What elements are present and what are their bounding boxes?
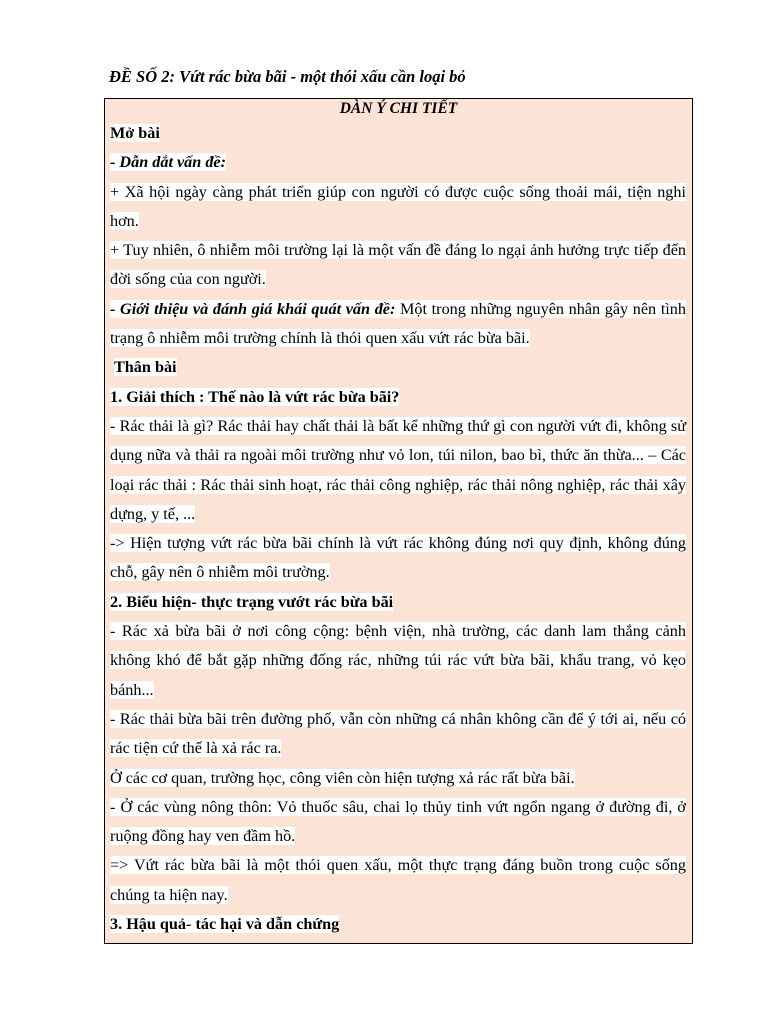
- intro-paragraph-3: [110, 295, 686, 354]
- section-1-paragraph-1: - Rác thải là gì? Rác thải hay chất thải là bất kể những thứ gì con người vứt đi, không sử dụng nữa và thải ra ngoài môi trường như vỏ lon, túi nilon, bao bì, thức ăn thừa... – Các loại rác thải : Rác thải sinh hoạt, rác thải công nghiệp, rác thải nông nghiệp, rác thải xây dựng, y tế, ...: [110, 416, 686, 523]
- section-3-heading: 3. Hậu quả- tác hại và dẫn chứng: [110, 915, 340, 934]
- section-2-paragraph-3: Ở các cơ quan, trường học, công viên còn hiện tượng xả rác rất bừa bãi.: [110, 768, 575, 787]
- section-2-paragraph-4: - Ở các vùng nông thôn: Vỏ thuốc sâu, chai lọ thủy tinh vứt ngổn ngang ở đường đi, ở ruộng đồng hay ven đầm hồ.: [110, 797, 686, 846]
- intro-label: - Giới thiệu và đánh giá khái quát vấn đề:: [110, 299, 396, 318]
- intro-paragraph-2: + Tuy nhiên, ô nhiễm môi trường lại là một vấn đề đáng lo ngại ảnh hưởng trực tiếp đến đời sống của con người.: [110, 241, 686, 289]
- section-2-heading: 2. Biểu hiện- thực trạng vướt rác bừa bãi: [110, 592, 394, 611]
- body-heading: Thân bài: [114, 358, 177, 377]
- outline-box: [104, 98, 693, 944]
- outline-content: [105, 119, 692, 939]
- intro-text: Một trong những nguyên nhân gây nên tình trạng ô nhiễm môi trường chính là thói quen xấu vứt rác bừa bãi.: [110, 299, 686, 348]
- section-2-paragraph-5: => Vứt rác bừa bãi là một thói quen xấu, một thực trạng đáng buồn trong cuộc sống chúng ta hiện nay.: [110, 856, 686, 904]
- lead-heading: - Dẫn dắt vấn đề:: [110, 153, 226, 172]
- document-title: ĐỀ SỐ 2: Vứt rác bừa bãi - một thói xấu cần loại bỏ: [109, 67, 466, 86]
- outline-header: DÀN Ý CHI TIẾT: [339, 100, 458, 117]
- section-1-paragraph-2: -> Hiện tượng vứt rác bừa bãi chính là vứt rác không đúng nơi quy định, không đúng chỗ, gây nên ô nhiễm môi trường.: [110, 534, 686, 582]
- section-1-heading: 1. Giải thích : Thế nào là vứt rác bừa bãi?: [110, 387, 400, 406]
- intro-paragraph-1: + Xã hội ngày càng phát triển giúp con người có được cuộc sống thoải mái, tiện nghi hơn.: [110, 182, 686, 230]
- section-2-paragraph-1: - Rác xả bừa bãi ở nơi công cộng: bệnh viện, nhà trường, các danh lam thắng cảnh không khó để bắt gặp những đống rác, những túi rác vứt bừa bãi, khẩu trang, vỏ kẹo bánh...: [110, 622, 686, 699]
- intro-heading: Mở bài: [110, 124, 160, 142]
- section-2-paragraph-2: - Rác thải bừa bãi trên đường phố, vẫn còn những cá nhân không cần để ý tới ai, nếu có rác tiện cứ thế là xả rác ra.: [110, 709, 686, 758]
